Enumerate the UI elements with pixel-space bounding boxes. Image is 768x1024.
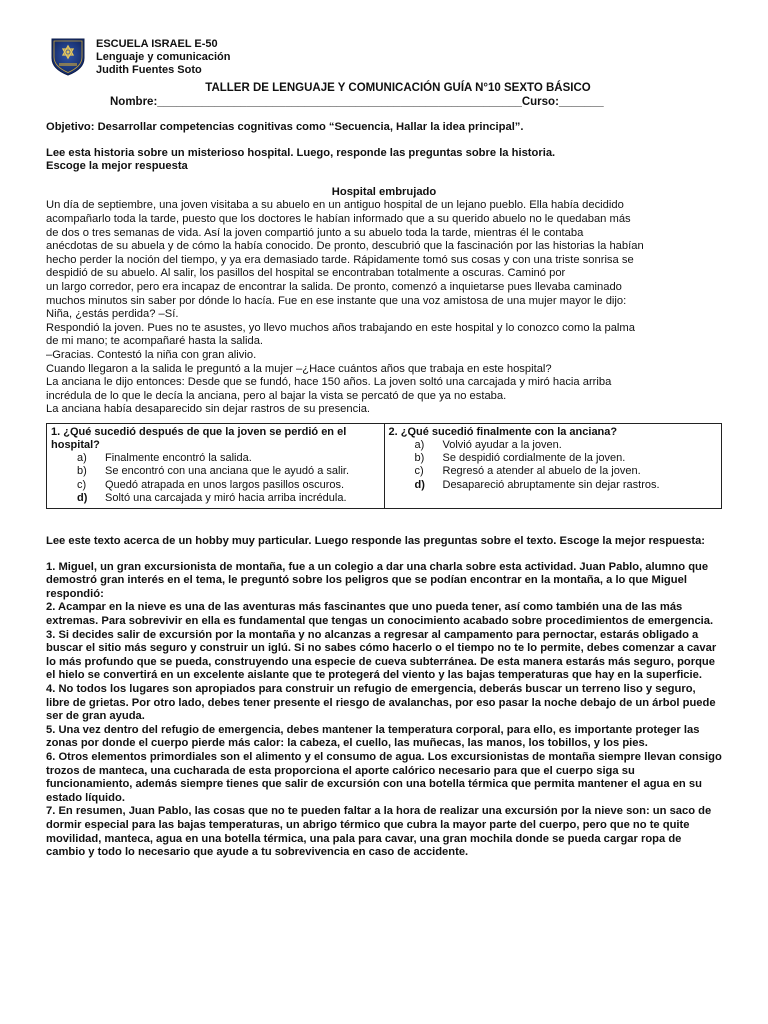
story-line: de mi mano; te acompañaré hasta la salida. <box>46 335 264 348</box>
paragraph: 3. Si decides salir de excursión por la montaña y no alcanzas a regresar al campamento para pernoctar, estarás obligado a buscar el sitio más seguro y construir un iglú. Si no sabes cómo hacerlo o el tiempo no te lo permite, debes comenzar a cavar lo más profundo que se pueda, construyendo una especie de cueva subterránea. De esta manera estarás más seguro, porque el hielo se convertirá en un excelente aislante que te protegerá del viento y las bajas temperaturas que hay en la superficie. <box>46 628 717 682</box>
question-text: 2. ¿Qué sucedió finalmente con la anciana? <box>388 425 618 438</box>
answer-option[interactable]: b) Se encontró con una anciana que le ayudó a salir. <box>77 465 350 478</box>
story-line: Respondió la joven. Pues no te asustes, yo llevo muchos años trabajando en este hospital y lo conozco como la palma <box>46 321 635 334</box>
story-line: muchos minutos sin saber por dónde lo hacía. Fue en ese instante que una voz amistosa de una mujer mayor le dijo: <box>46 294 627 307</box>
school-name: ESCUELA ISRAEL E-50 <box>96 38 218 50</box>
questions-table <box>46 423 722 509</box>
story-line: incrédula de lo que le decía la anciana, pero al bajar la vista se percató de que ya no estaba. <box>46 389 507 402</box>
answer-option[interactable]: c) Regresó a atender al abuelo de la joven. <box>414 465 641 478</box>
question-text: 1. ¿Qué sucedió después de que la joven se perdió en el hospital? <box>51 425 347 452</box>
answer-option[interactable]: a) Volvió ayudar a la joven. <box>414 439 562 452</box>
worksheet-header <box>48 36 738 106</box>
story-title: Hospital embrujado <box>331 185 437 198</box>
instruction-line: Lee esta historia sobre un misterioso hospital. Luego, responde las preguntas sobre la historia. <box>46 146 556 159</box>
story-line: acompañarlo toda la tarde, puesto que los doctores le habían informado que a su querido abuelo no le quedaban más <box>46 212 631 225</box>
paragraph: 4. No todos los lugares son apropiados para construir un refugio de emergencia, deberás buscar un terreno liso y seguro, libre de grietas. Por otro lado, debes tener presente el riesgo de avalanchas, por eso pasar la noche debajo de un árbol puede ser de gran ayuda. <box>46 683 716 723</box>
school-logo <box>48 36 88 76</box>
story-line: La anciana había desaparecido sin dejar rastros de su presencia. <box>46 403 371 416</box>
story-line: despidió de su abuelo. Al salir, los pasillos del hospital se encontraban totalmente a oscuras. Caminó por <box>46 267 566 280</box>
subject-name: Lenguaje y comunicación <box>96 51 231 63</box>
paragraph: 5. Una vez dentro del refugio de emergencia, debes mantener la temperatura corporal, para ello, es importante proteger las zonas por donde el cuerpo pierde más calor: la cabeza, el cuello, las muñecas, las manos, los tobillos, y los pies. <box>46 723 700 750</box>
hobby-section <box>46 535 722 860</box>
question-cell-2 <box>384 423 722 508</box>
paragraph: 6. Otros elementos primordiales son el alimento y el consumo de agua. Los excursionistas de montaña siempre llevan consigo trozos de manteca, una cucharada de esta proporciona el aporte calórico necesario para que el cuerpo siga su funcionamiento, además siempre tienes que salir de excursión con una botella térmica que permita mantener el agua en su estado líquido. <box>46 751 722 804</box>
answer-option[interactable]: d) Desapareció abruptamente sin dejar rastros. <box>414 478 660 491</box>
workshop-title: TALLER DE LENGUAJE Y COMUNICACIÓN GUÍA N°10 SEXTO BÁSICO <box>205 82 591 94</box>
story-line: Niña, ¿estás perdida? –Sí. <box>46 308 179 321</box>
story-line: La anciana le dijo entonces: Desde que se fundó, hace 150 años. La joven soltó una carcajada y miró hacia arriba <box>46 376 612 389</box>
objective: Objetivo: Desarrollar competencias cognitivas como “Secuencia, Hallar la idea principal”. <box>46 121 524 133</box>
paragraph: 2. Acampar en la nieve es una de las aventuras más fascinantes que uno pueda tener, así como también una de las más extremas. Para sobrevivir en ella es fundamental que tengas un conocimiento acabado sobre procedimientos de emergencia. <box>46 601 714 628</box>
question-cell-1 <box>47 423 385 508</box>
paragraph: 1. Miguel, un gran excursionista de montaña, fue a un colegio a dar una charla sobre esta actividad. Juan Pablo, alumno que demostró gran interés en el tema, le preguntó sobre los peligros que se podían encontrar en la montaña, a lo que Miguel respondió: <box>46 560 709 600</box>
answer-option[interactable]: c) Quedó atrapada en unos largos pasillos oscuros. <box>77 478 345 491</box>
answer-option[interactable]: a) Finalmente encontró la salida. <box>77 452 252 465</box>
section-intro: Lee este texto acerca de un hobby muy particular. Luego responde las preguntas sobre el texto. Escoge la mejor respuesta: <box>46 535 706 548</box>
paragraph: 7. En resumen, Juan Pablo, las cosas que no te pueden faltar a la hora de realizar una excursión por la nieve son: un saco de dormir especial para las bajas temperaturas, un abrigo térmico que cubra la mayor parte del cuerpo, pero que no te quite movilidad, manteca, agua en una botella térmica, una pala para cavar, una gran mochila donde se pueda cargar ropa de cambio y todo lo necesario que ayude a tu sobrevivencia en caso de accidente. <box>46 805 712 859</box>
story-line: Un día de septiembre, una joven visitaba a su abuelo en un antiguo hospital de un lejano pueblo. Ella había decidido <box>46 199 624 212</box>
answer-option[interactable]: d) Soltó una carcajada y miró hacia arriba incrédula. <box>77 491 347 504</box>
school-info <box>96 38 230 77</box>
instruction-line: Escoge la mejor respuesta <box>46 160 188 173</box>
story-line: un largo corredor, pero era incapaz de encontrar la salida. De pronto, comenzó a inquietarse pues llevaba caminado <box>46 280 622 293</box>
name-course-line: Nombre:_________________________________________________________Curso:_______ <box>110 96 604 108</box>
teacher-name: Judith Fuentes Soto <box>96 64 202 76</box>
story-text <box>46 199 722 417</box>
story-line: Cuando llegaron a la salida le preguntó a la mujer –¿Hace cuántos años que trabaja en este hospital? <box>46 362 552 375</box>
worksheet-content <box>46 121 722 860</box>
story-line: de dos o tres semanas de vida. Así la joven compartió junto a su abuelo toda la tarde, mientras él le contaba <box>46 226 584 239</box>
story-line: –Gracias. Contestó la niña con gran alivio. <box>46 348 257 361</box>
story-line: anécdotas de su abuela y de cómo la había conocido. De pronto, descubrió que la fascinación por las historias la habían <box>46 240 644 253</box>
story-line: hecho perder la noción del tiempo, y ya era demasiado tarde. Rápidamente tomó sus cosas y con una triste sonrisa se <box>46 253 634 266</box>
answer-option[interactable]: b) Se despidió cordialmente de la joven. <box>414 452 626 465</box>
